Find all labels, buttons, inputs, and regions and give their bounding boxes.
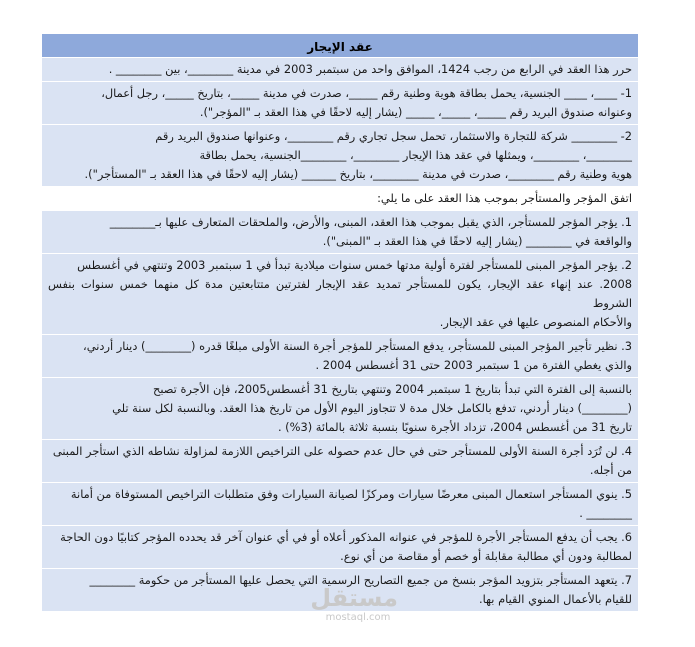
watermark-latin: mostaql.com [325, 612, 391, 623]
contract-body [42, 58, 638, 612]
contract-paragraph [42, 378, 638, 440]
paragraph-line: بالنسبة إلى الفترة التي تبدأ بتاريخ 1 سبتمبر 2004 وتنتهي بتاريخ 31 أغسطس2005، فإن الأجرة تصبح [152, 382, 632, 396]
paragraph-line: 2- ________ شركة للتجارة والاستثمار، تحمل سجل تجاري رقم ________، وعنوانها صندوق البريد رقم [155, 129, 632, 143]
paragraph-line: 7. يتعهد المستأجر بتزويد المؤجر بنسخ من جميع التصاريح الرسمية التي يحصل عليها المستأجر من حكومة ________ [89, 573, 632, 587]
paragraph-line: 6. يجب أن يدفع المستأجر الأجرة للمؤجر في عنوانه المذكور أعلاه أو في أي عنوان آخر قد يحدده المؤجر كتابيًا دون الحاجة [60, 530, 632, 544]
paragraph-line: من أجله. [589, 463, 632, 477]
lease-contract [42, 34, 638, 612]
document-title: عقد الإيجار [42, 34, 638, 58]
paragraph-line: 2. يؤجر المؤجر المبنى للمستأجر لفترة أولية مدتها خمس سنوات ميلادية تبدأ في 1 سبتمبر 2003 وتنتهي في أغسطس [77, 258, 632, 272]
contract-paragraph [42, 58, 638, 82]
paragraph-line: 1. يؤجر المؤجر للمستأجر، الذي يقبل بموجب هذا العقد، المبنى، والأرض، والملحقات المتعارف عليها بـ________ [109, 215, 632, 229]
paragraph-line: 2008. عند إنهاء عقد الإيجار، يكون للمستأجر تمديد عقد الإيجار لفترتين متتابعتين مدة كل منهما خمس سنوات بنفس الشروط [48, 277, 632, 310]
contract-paragraph [42, 526, 638, 569]
paragraph-line: والأحكام المنصوص عليها في عقد الإيجار. [439, 315, 632, 329]
paragraph-line: لمطالبة ودون أي مطالبة مقابلة أو خصم أو مقاصة من أي نوع. [340, 549, 632, 563]
contract-paragraph [42, 335, 638, 378]
contract-paragraph [42, 82, 638, 125]
contract-paragraph [42, 254, 638, 335]
paragraph-line: 5. ينوي المستأجر استعمال المبنى معرضًا سيارات ومركزًا لصيانة السيارات وفق متطلبات التراخيص المستوفاة من أمانة [70, 487, 632, 501]
contract-paragraph [42, 440, 638, 483]
paragraph-line: للقيام بالأعمال المنوي القيام بها. [478, 592, 632, 606]
paragraph-line: 1- ____، ____ الجنسية، يحمل بطاقة هوية وطنية رقم _____، صدرت في مدينة _____، بتاريخ _____، رجل أعمال، [101, 86, 632, 100]
paragraph-line: ________ . [579, 506, 632, 520]
paragraph-line: 3. نظير تأجير المؤجر المبنى للمستأجر، يدفع المستأجر للمؤجر أجرة السنة الأولى مبلغًا قدره (________) دينار أردني، [83, 339, 632, 353]
contract-paragraph [42, 211, 638, 254]
mostaql-watermark [310, 584, 398, 634]
paragraph-line: والواقعة في ________ (يشار إليه لاحقًا في هذا العقد بـ "المبنى"). [322, 234, 632, 248]
paragraph-line: والذي يغطي الفترة من 1 سبتمبر 2003 حتى 31 أغسطس 2004 . [315, 358, 632, 372]
paragraph-line: تاريخ 31 من أغسطس 2004، تزداد الأجرة سنويًا بنسبة ثلاثة بالمائة (3%) . [277, 420, 632, 434]
contract-paragraph [42, 483, 638, 526]
paragraph-line: هوية وطنية رقم ________، صدرت في مدينة ________، بتاريخ ______ (يشار إليه لاحقًا في هذا العقد بـ "المستأجر"). [84, 167, 632, 181]
paragraph-line: (________) دينار أردني، تدفع بالكامل خلال مدة لا تتجاوز اليوم الأول من تاريخ هذا العقد. وبالنسبة لكل سنة تلي [112, 401, 632, 415]
contract-paragraph [42, 187, 638, 211]
paragraph-line: 4. لن تُرَد أجرة السنة الأولى للمستأجر حتى في حال عدم حصوله على التراخيص اللازمة لمزاولة نشاطه الذي استأجر المبنى [52, 444, 632, 458]
paragraph-line: اتفق المؤجر والمستأجر بموجب هذا العقد على ما يلي: [377, 191, 632, 205]
paragraph-line: ________، ________، ويمثلها في عقد هذا الإيجار ________، ________الجنسية، يحمل بطاقة [199, 148, 632, 162]
paragraph-line: حرر هذا العقد في الرابع من رجب 1424، الموافق واحد من سبتمبر 2003 في مدينة ________، بين ________ . [108, 62, 632, 76]
watermark-arabic: مستقل [310, 584, 398, 612]
contract-paragraph [42, 125, 638, 187]
paragraph-line: وعنوانه صندوق البريد رقم _____، _____، _____ (يشار إليه لاحقًا في هذا العقد بـ "المؤجر"). [199, 105, 632, 119]
